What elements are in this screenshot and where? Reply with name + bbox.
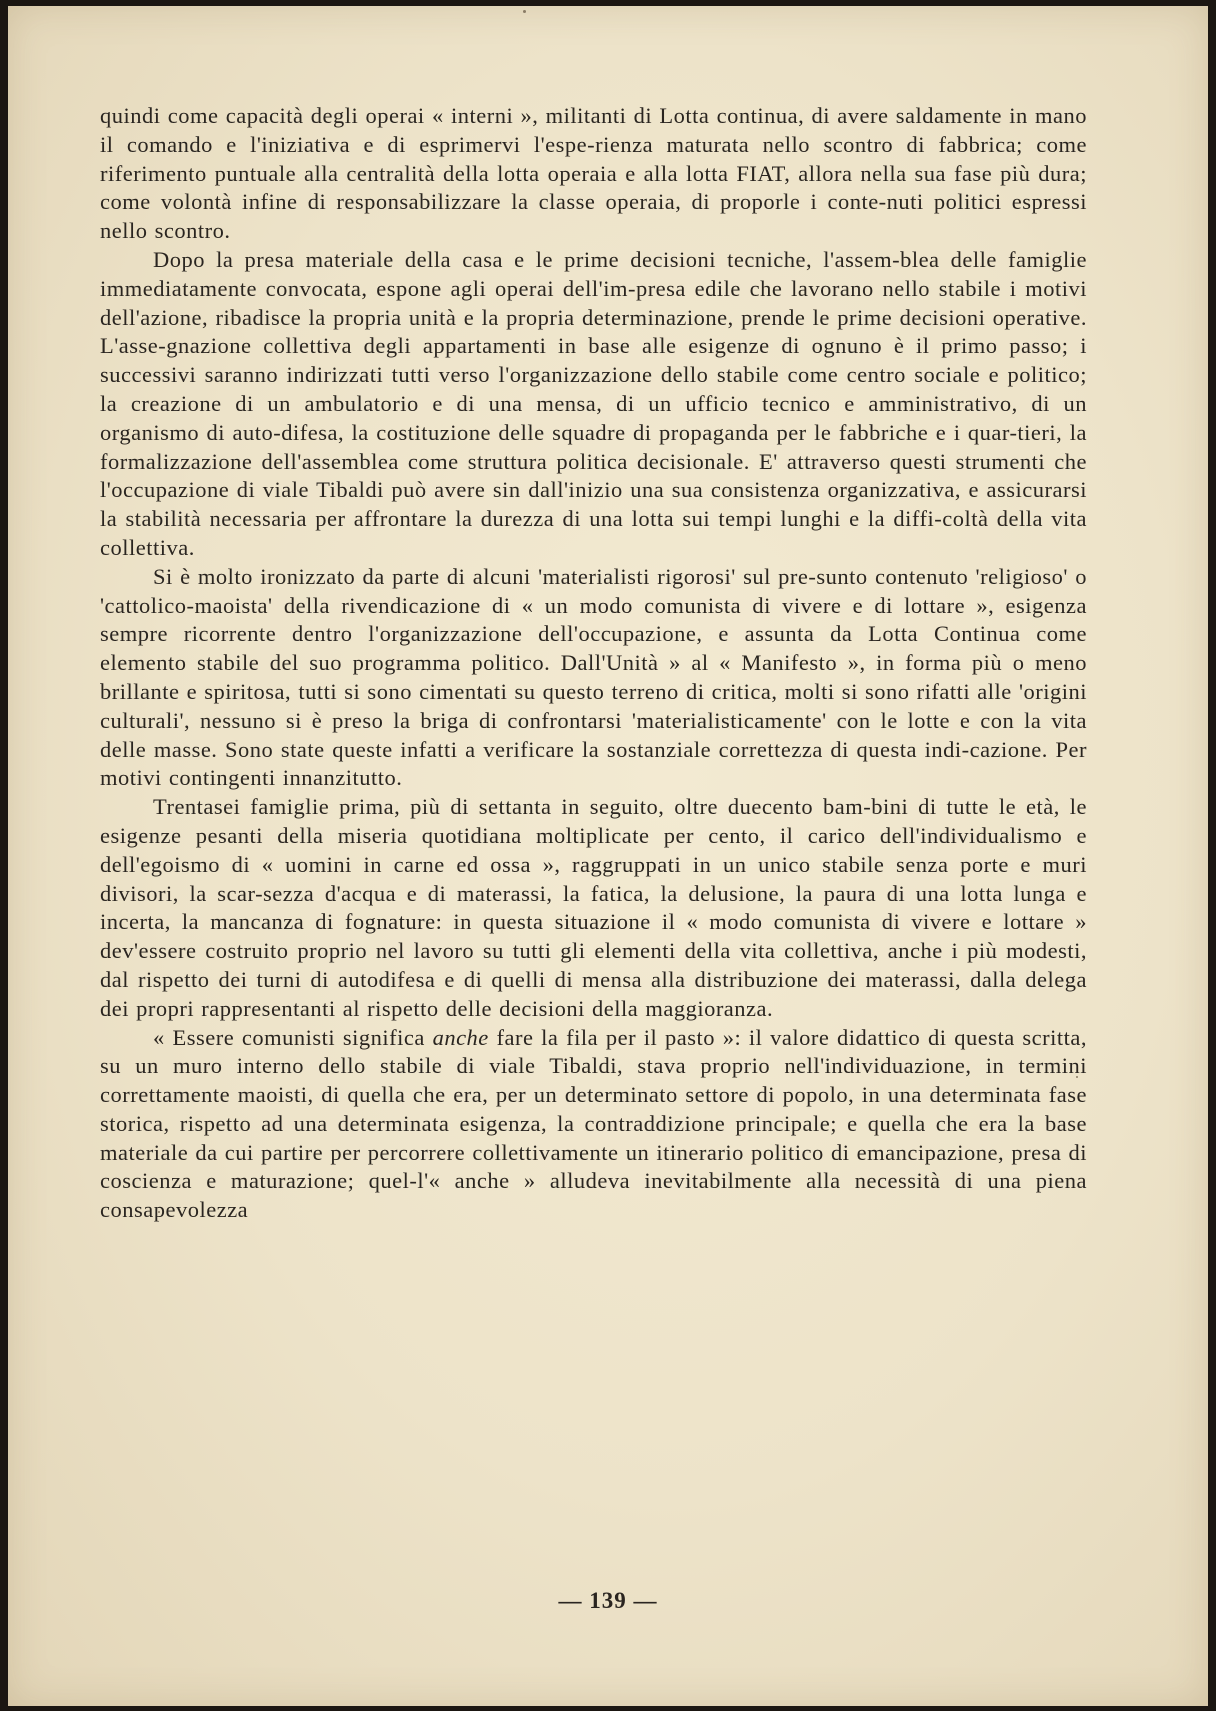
body-text — [100, 102, 1087, 1225]
paragraph-5-start: « Essere comunisti significa — [153, 1024, 433, 1050]
paragraph-1: quindi come capacità degli operai « interni », militanti di Lotta continua, di avere saldamente in mano il comando e l'iniziativa e di esprimervi l'espe-rienza maturata nello scontro di fabbrica; come riferimento puntuale alla centralità della lotta operaia e alla lotta FIAT, allora nella sua fase più dura; come volontà infine di responsabilizzare la classe operaia, di proporle i conte-nuti politici espressi nello scontro. — [100, 103, 1087, 244]
paragraph-5-rest: fare la fila per il pasto »: il valore didattico di questa scritta, su un muro interno dello stabile di viale Tibaldi, stava proprio nell'individuazione, in termini correttamente maoisti, di quella che era, per un determinato settore di popolo, in una determinata fase storica, rispetto ad una determinata esigenza, la contraddizione principale; e quella che era la base materiale da cui partire per percorrere collettivamente un itinerario politico di emancipazione, presa di coscienza e maturazione; quel-l'« anche » alludeva inevitabilmente alla necessità di una piena consapevolezza — [100, 1024, 1088, 1223]
page-number: — 139 — — [558, 1588, 658, 1613]
paragraph-5-italic-word: anche — [432, 1024, 489, 1050]
paragraph-2: Dopo la presa materiale della casa e le prime decisioni tecniche, l'assem-blea delle famiglie immediatamente convocata, espone agli operai dell'im-presa edile che lavorano nello stabile i motivi dell'azione, ribadisce la propria unità e la propria determinazione, prende le prime decisioni operative. L'asse-gnazione collettiva degli appartamenti in base alle esigenze di ognuno è il primo passo; i successivi saranno indirizzati tutti verso l'organizzazione dello stabile come centro sociale e politico; la creazione di un ambulatorio e di una mensa, di un ufficio tecnico e amministrativo, di un organismo di auto-difesa, la costituzione delle squadre di propaganda per le fabbriche e i quar-tieri, la formalizzazione dell'assemblea come struttura politica decisionale. E' attraverso questi strumenti che l'occupazione di viale Tibaldi può avere sin dall'inizio una sua consistenza organizzativa, e assicurarsi la stabilità necessaria per affrontare la durezza di una lotta sui tempi lunghi e la diffi-coltà della vita collettiva. — [100, 246, 1087, 560]
paragraph-4: Trentasei famiglie prima, più di settanta in seguito, oltre duecento bam-bini di tutte le età, le esigenze pesanti della miseria quotidiana moltiplicate per cento, il carico dell'individualismo e dell'egoismo di « uomini in carne ed ossa », raggruppati in un unico stabile senza porte e muri divisori, la scar-sezza d'acqua e di materassi, la fatica, la delusione, la paura di una lotta lunga e incerta, la mancanza di fognature: in questa situazione il « modo comunista di vivere e lottare » dev'essere costruito proprio nel lavoro su tutti gli elementi della vita collettiva, anche i più modesti, dal rispetto dei turni di autodifesa e di quelli di mensa alla distribuzione dei materassi, dalla delega dei propri rappresentanti al rispetto delle decisioni della maggioranza. — [100, 794, 1087, 1021]
paragraph-3: Si è molto ironizzato da parte di alcuni 'materialisti rigorosi' sul pre-sunto contenuto 'religioso' o 'cattolico-maoista' della rivendicazione di « un modo comunista di vivere e di lottare », esigenza sempre ricorrente dentro l'organizzazione dell'occupazione, e assunta da Lotta Continua come elemento stabile del suo programma politico. Dall'Unità » al « Manifesto », in forma più o meno brillante e spiritosa, tutti si sono cimentati su questo terreno di critica, molti si sono rifatti alle 'origini culturali', nessuno si è preso la briga di confrontarsi 'materialisticamente' con le lotte e con la vita delle masse. Sono state queste infatti a verificare la sostanziale correttezza di questa indi-cazione. Per motivi contingenti innanzitutto. — [100, 563, 1087, 791]
paragraph-5 — [100, 1024, 1087, 1226]
